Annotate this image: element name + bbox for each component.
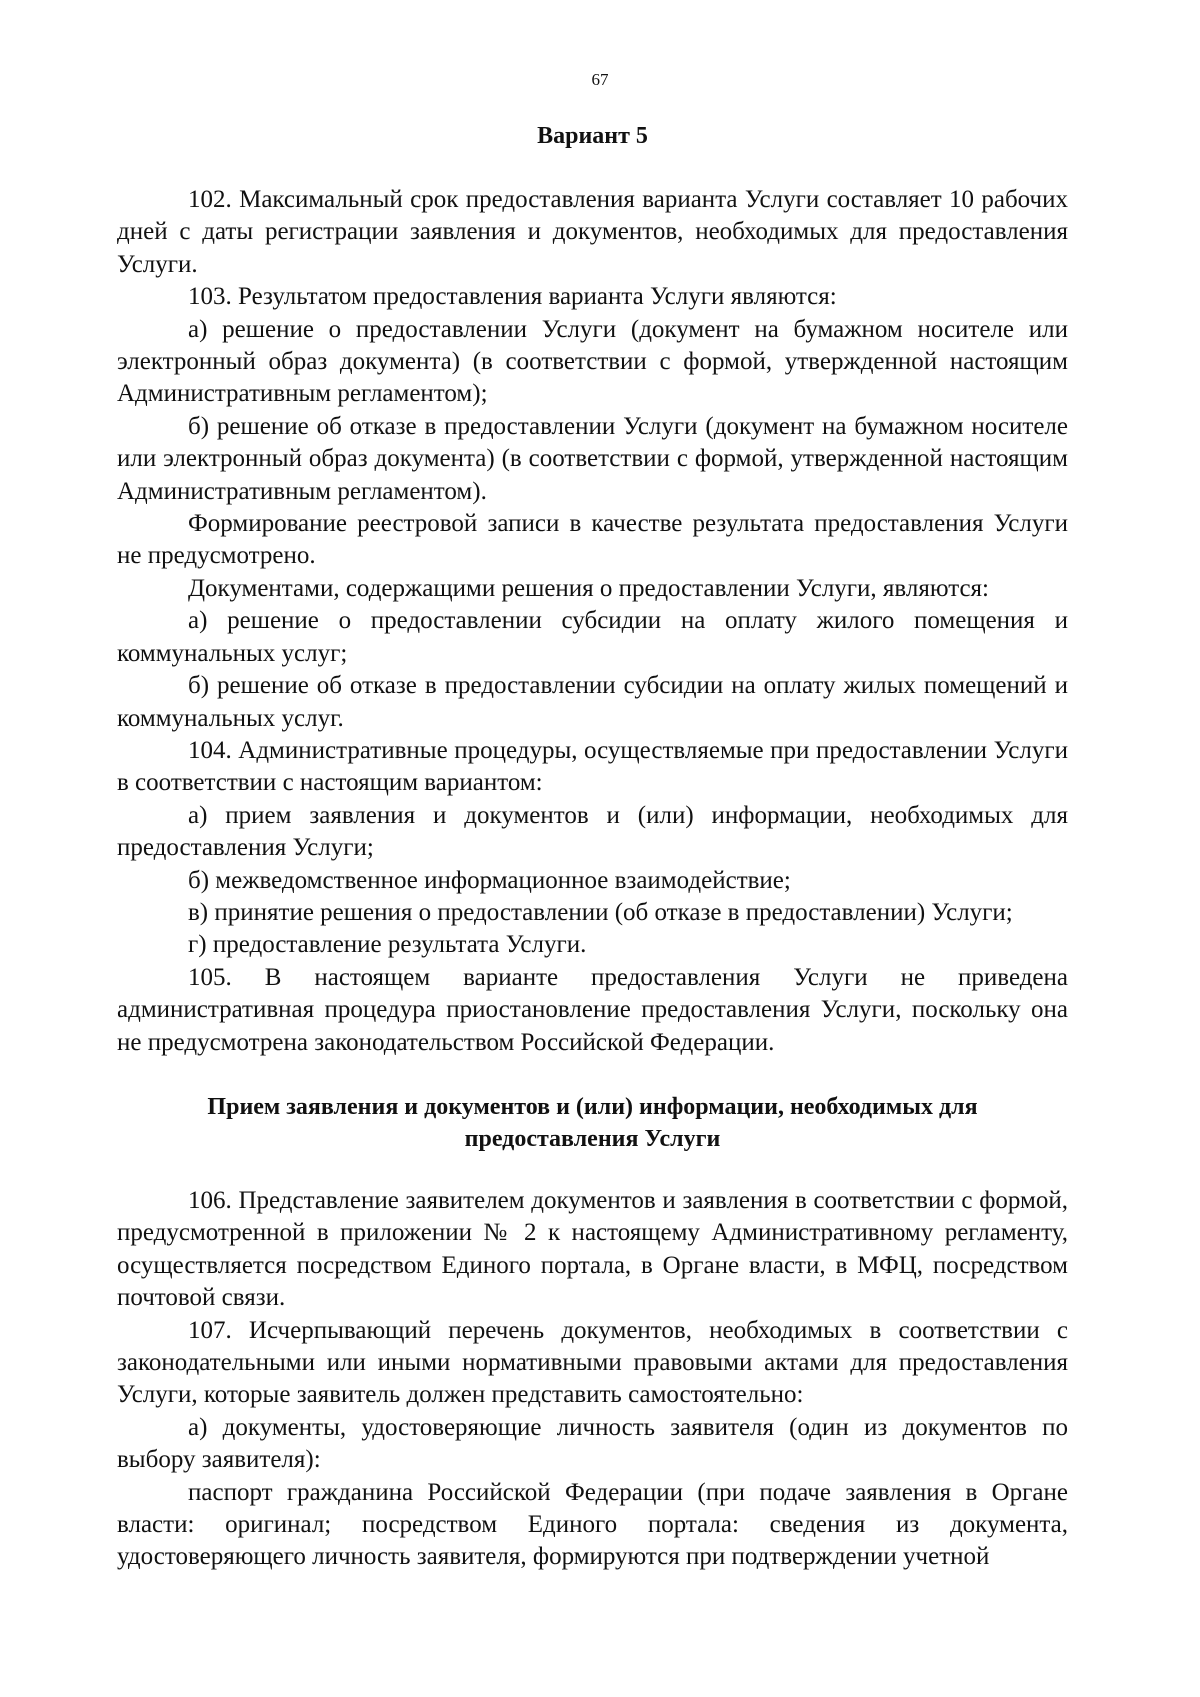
section-heading-line-2: предоставления Услуги	[464, 1125, 721, 1152]
page-title: Вариант 5	[537, 123, 648, 149]
paragraph-passport: паспорт гражданина Российской Федерации (при подаче заявления в Органе власти: оригинал; посредством Единого портала: сведения из документа, удостоверяющего личность заявителя, формируются при подтверждении учетной	[117, 1478, 1068, 1571]
paragraph-decision-docs: Документами, содержащими решения о предоставлении Услуги, являются:	[188, 574, 989, 602]
paragraph-107: 107. Исчерпывающий перечень документов, необходимых в соответствии с законодательными или иными нормативными правовыми актами для предоставления Услуги, которые заявитель должен представить самостоятельно:	[117, 1316, 1068, 1409]
paragraph-103-b: б) решение об отказе в предоставлении Услуги (документ на бумажном носителе или электронный образ документа) (в соответствии с формой, утвержденной настоящим Административным регламентом).	[117, 412, 1068, 505]
paragraph-decision-a: а) решение о предоставлении субсидии на оплату жилого помещения и коммунальных услуг;	[117, 607, 1068, 667]
paragraph-104: 104. Административные процедуры, осуществляемые при предоставлении Услуги в соответствии с настоящим вариантом:	[117, 736, 1068, 797]
paragraph-105: 105. В настоящем варианте предоставления Услуги не приведена административная процедура приостановление предоставления Услуги, поскольку она не предусмотрена законодательством Российской Федерации.	[117, 963, 1068, 1056]
paragraph-102: 102. Максимальный срок предоставления варианта Услуги составляет 10 рабочих дней с даты регистрации заявления и документов, необходимых для предоставления Услуги.	[117, 186, 1068, 278]
paragraph-104-a: а) прием заявления и документов и (или) информации, необходимых для предоставления Услуги;	[117, 801, 1068, 862]
paragraph-registry-note: Формирование реестровой записи в качестве результата предоставления Услуги не предусмотрено.	[117, 510, 1068, 570]
section-heading-line-1: Прием заявления и документов и (или) информации, необходимых для	[207, 1093, 978, 1120]
page-number: 67	[591, 70, 609, 89]
paragraph-107-a: а) документы, удостоверяющие личность заявителя (один из документов по выбору заявителя):	[117, 1413, 1068, 1474]
section-heading	[117, 1091, 1068, 1155]
document-body	[117, 184, 1068, 1574]
paragraph-103-a: а) решение о предоставлении Услуги (документ на бумажном носителе или электронный образ документа) (в соответствии с формой, утвержденной настоящим Административным регламентом);	[117, 315, 1068, 408]
paragraph-103: 103. Результатом предоставления варианта Услуги являются:	[188, 283, 837, 311]
paragraph-106: 106. Представление заявителем документов и заявления в соответствии с формой, предусмотренной в приложении № 2 к настоящему Административному регламенту, осуществляется посредством Единого портала, в Органе власти, в МФЦ, посредством почтовой связи.	[117, 1186, 1068, 1312]
paragraph-104-g: г) предоставление результата Услуги.	[188, 931, 587, 959]
paragraph-decision-b: б) решение об отказе в предоставлении субсидии на оплату жилых помещений и коммунальных услуг.	[117, 672, 1068, 732]
paragraph-104-v: в) принятие решения о предоставлении (об отказе в предоставлении) Услуги;	[188, 898, 1013, 926]
paragraph-104-b: б) межведомственное информационное взаимодействие;	[188, 866, 791, 894]
